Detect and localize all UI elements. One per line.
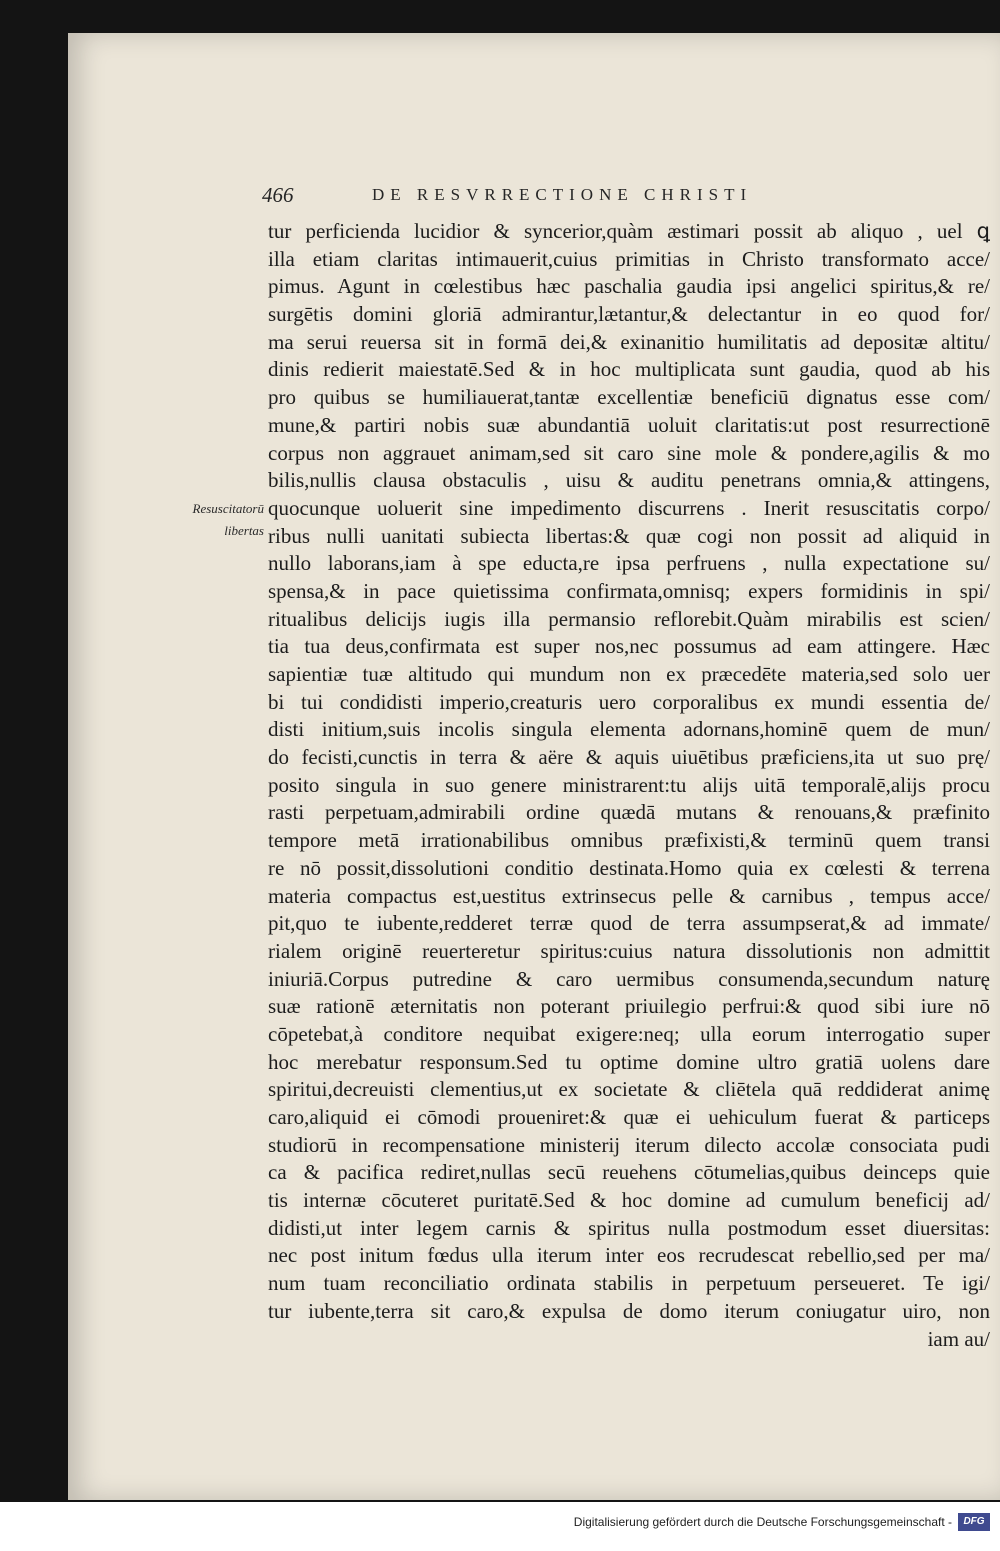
text-line: hoc merebatur responsum.Sed tu optime domine ultro gratiā uolens dare [268, 1049, 990, 1074]
body-text [268, 218, 990, 1353]
dfg-logo: DFG [958, 1513, 990, 1531]
text-line: rasti perpetuam,admirabili ordine quædā mutans & renouans,& præfinito [268, 800, 990, 825]
text-line: nec post initum fœdus ulla iterum inter eos recrudescat rebellio,sed per ma/ [268, 1243, 990, 1268]
text-line: studiorū in recompensatione ministerij iterum dilecto accolæ consociata pudi [268, 1132, 990, 1157]
text-line: dinis redierit maiestatē.Sed & in hoc multiplicata sunt gaudia, quod ab his [268, 357, 990, 382]
text-line: bi tui condidisti imperio,creaturis uero corporalibus ex mundi essentia de/ [268, 689, 990, 714]
footer-bar [0, 1502, 1000, 1551]
marginal-note [168, 498, 264, 542]
text-line: pit,quo te iubente,redderet terræ quod de terra assumpserat,& ad immate/ [268, 911, 990, 936]
text-line: bilis,nullis clausa obstaculis , uisu & auditu penetrans omnia,& attingens, [268, 468, 990, 493]
text-line: cōpetebat,à conditore nequibat exigere:neq; ulla eorum interrogatio super [268, 1021, 990, 1046]
text-line: iam au/ [927, 1326, 990, 1351]
running-head: DE RESVRRECTIONE CHRISTI [372, 185, 753, 204]
text-line: pro quibus se humiliauerat,tantæ excellentiæ beneficiū dignatus esse com/ [268, 385, 990, 410]
text-line: num tuam reconciliatio ordinata stabilis in perpetuum perseueret. Te igi/ [268, 1271, 990, 1296]
marginal-note-line: libertas [224, 523, 264, 538]
text-line: suæ rationē æternitatis non poterant priuilegio perfrui:& quod sibi iure nō [268, 994, 990, 1019]
text-line: sapientiæ tuæ altitudo qui mundum non ex præcedēte materia,sed solo uer [268, 662, 990, 686]
text-line: tis internæ cōcuteret puritatē.Sed & hoc domine ad cumulum beneficij ad/ [268, 1188, 990, 1213]
text-line: surgētis domini gloriā admirantur,lætantur,& delectantur in eo quod for/ [268, 302, 990, 327]
text-line: disti initium,suis incolis singula elementa adornans,hominē quem de mun/ [268, 717, 990, 742]
text-line: rialem originē reuerteretur spiritus:cuius natura dissolutionis non admittit [268, 938, 990, 963]
text-line: tur iubente,terra sit caro,& expulsa de domo iterum coniugatur uiro, non [268, 1298, 990, 1323]
text-line: do fecisti,cunctis in terra & aëre & aquis uiuētibus præficiens,ita ut suo prę/ [268, 745, 990, 770]
text-line: posito singula in suo genere ministrarent:tu alijs uitā temporalē,alijs procu [268, 772, 990, 797]
text-line: pimus. Agunt in cœlestibus hæc paschalia gaudia ipsi angelici spiritus,& re/ [268, 274, 990, 299]
marginal-note-line: Resuscitatorū [192, 501, 264, 516]
text-line: tempore metā irrationabilibus omnibus præfixisti,& terminū quem transi [268, 828, 990, 853]
text-line: spensa,& in pace quietissima confirmata,omnisq; expers formidinis in spi/ [268, 578, 990, 603]
page-number: 466 [262, 183, 294, 207]
text-line: ca & pacifica rediret,nullas secū reuehens cōtumelias,quibus deinceps quie [268, 1160, 990, 1185]
text-line: ritualibus delicijs iugis illa permansio reflorebit.Quàm mirabilis est scien/ [268, 606, 990, 631]
text-line: tur perficienda lucidior & syncerior,quàm æstimari possit ab aliquo , uel ꝗ [268, 219, 990, 243]
text-line: didisti,ut inter legem carnis & spiritus nulla postmodum esset diuersitas: [268, 1215, 990, 1240]
text-line: illa etiam claritas intimauerit,cuius primitias in Christo transformato acce/ [268, 246, 990, 271]
text-line: iniuriā.Corpus putredine & caro uermibus consumenda,secundum naturę [268, 966, 990, 991]
funding-credit: Digitalisierung gefördert durch die Deutsche Forschungsgemeinschaft - [573, 1515, 952, 1529]
text-line: tia tua deus,confirmata est super nos,nec possumus ad eam attingere. Hæc [268, 634, 990, 659]
text-line: spiritui,decreuisti clementius,ut ex societate & cliētela quā reddiderat animę [268, 1077, 990, 1102]
page-header [262, 183, 990, 213]
text-line: mune,& partiri nobis suæ abundantiā uoluit claritatis:ut post resurrectionē [268, 412, 990, 437]
text-line: nullo laborans,iam à spe educta,re ipsa perfruens , nulla expectatione su/ [268, 551, 990, 576]
text-line: quocunque uoluerit sine impedimento discurrens . Inerit resuscitatis corpo/ [268, 495, 990, 520]
text-line: ma serui reuersa sit in formā dei,& exinanitio humilitatis ad depositæ altitu/ [268, 329, 990, 354]
text-line: ribus nulli uanitati subiecta libertas:& quæ cogi non possit ad aliquid in [268, 523, 990, 548]
text-line: re nō possit,dissolutioni conditio destinata.Homo quia ex cœlesti & terrena [268, 855, 990, 880]
text-line: caro,aliquid ei cōmodi proueniret:& quæ ei uehiculum fuerat & particeps [268, 1105, 990, 1129]
text-line: materia compactus est,uestitus extrinsecus pelle & carnibus , tempus acce/ [268, 883, 990, 908]
text-line: corpus non aggrauet animam,sed sit caro sine mole & pondere,agilis & mo [268, 440, 990, 465]
